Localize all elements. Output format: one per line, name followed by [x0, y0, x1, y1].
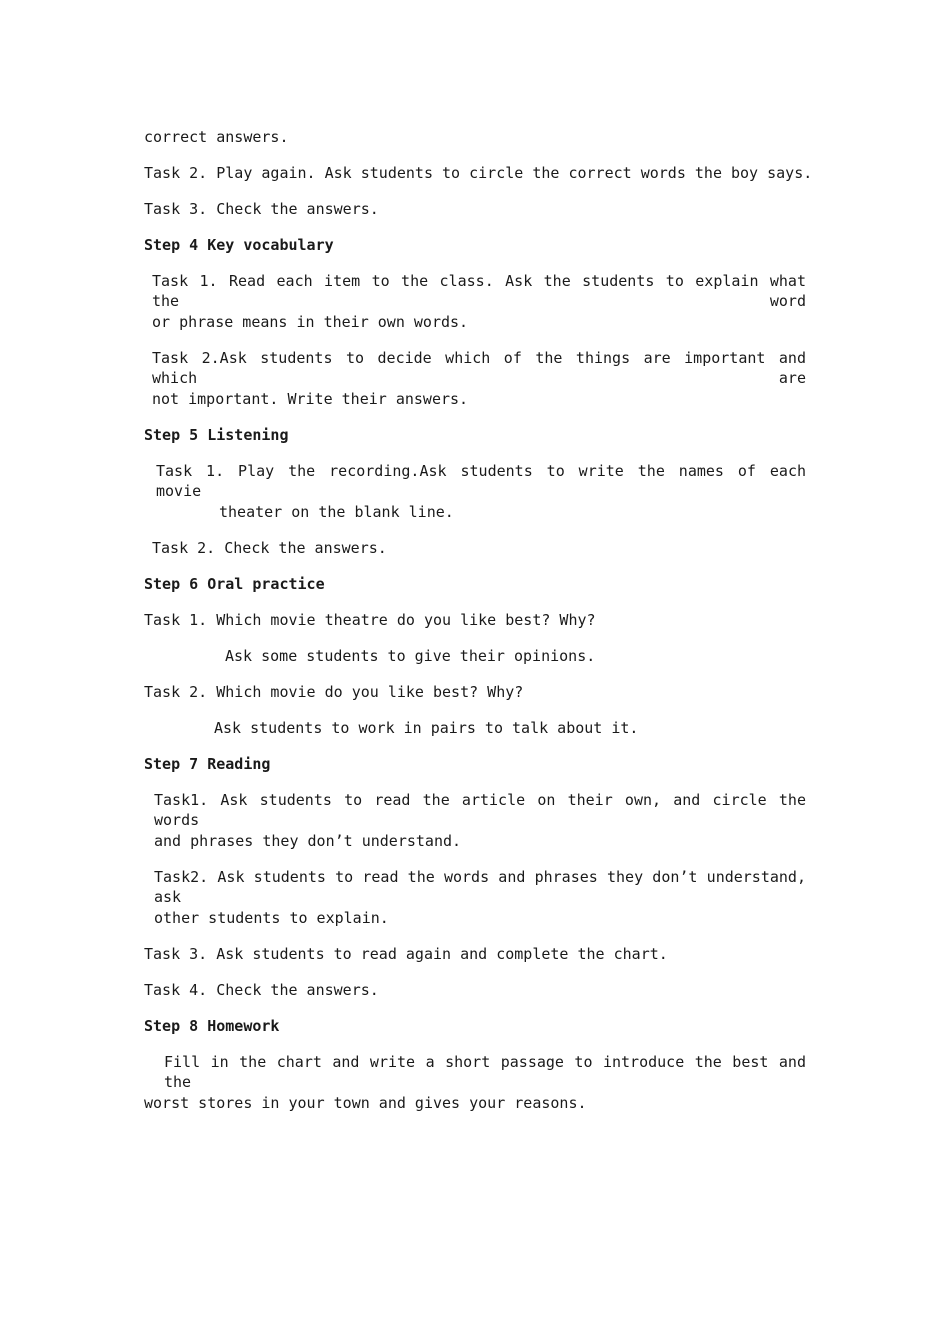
- text-line: Task 2. Play again. Ask students to circle the correct words the boy says.: [144, 164, 813, 182]
- text-line: Task 3. Ask students to read again and complete the chart.: [144, 945, 668, 963]
- text-line: Task 2. Check the answers.: [152, 539, 387, 557]
- text-line: worst stores in your town and gives your reasons.: [144, 1094, 587, 1112]
- text-line: Task 2.Ask students to decide which of the things are important and which are: [152, 349, 806, 387]
- text-line: Ask some students to give their opinions.: [225, 647, 596, 665]
- text-line: or phrase means in their own words.: [152, 313, 469, 331]
- text-line: theater on the blank line.: [219, 503, 454, 521]
- text-line: and phrases they don’t understand.: [154, 832, 462, 850]
- text-line: Task 2. Which movie do you like best? Why?: [144, 683, 524, 701]
- text-line: Fill in the chart and write a short passage to introduce the best and the: [164, 1053, 806, 1091]
- text-line: not important. Write their answers.: [152, 390, 469, 408]
- section-heading-step7: Step 7 Reading: [144, 755, 271, 773]
- text-line: Task 1. Which movie theatre do you like best? Why?: [144, 611, 596, 629]
- text-line: Task1. Ask students to read the article on their own, and circle the words: [154, 791, 806, 829]
- text-line: correct answers.: [144, 128, 289, 146]
- text-line: Task 1. Play the recording.Ask students to write the names of each movie: [156, 462, 806, 500]
- section-heading-step8: Step 8 Homework: [144, 1017, 280, 1035]
- section-heading-step5: Step 5 Listening: [144, 426, 289, 444]
- section-heading-step4: Step 4 Key vocabulary: [144, 236, 334, 254]
- text-line: Task 4. Check the answers.: [144, 981, 379, 999]
- section-heading-step6: Step 6 Oral practice: [144, 575, 325, 593]
- text-line: Task 3. Check the answers.: [144, 200, 379, 218]
- text-line: Ask students to work in pairs to talk about it.: [214, 719, 639, 737]
- text-line: other students to explain.: [154, 909, 389, 927]
- text-line: Task2. Ask students to read the words and phrases they don’t understand, ask: [154, 868, 806, 906]
- text-line: Task 1. Read each item to the class. Ask the students to explain what the word: [152, 272, 806, 310]
